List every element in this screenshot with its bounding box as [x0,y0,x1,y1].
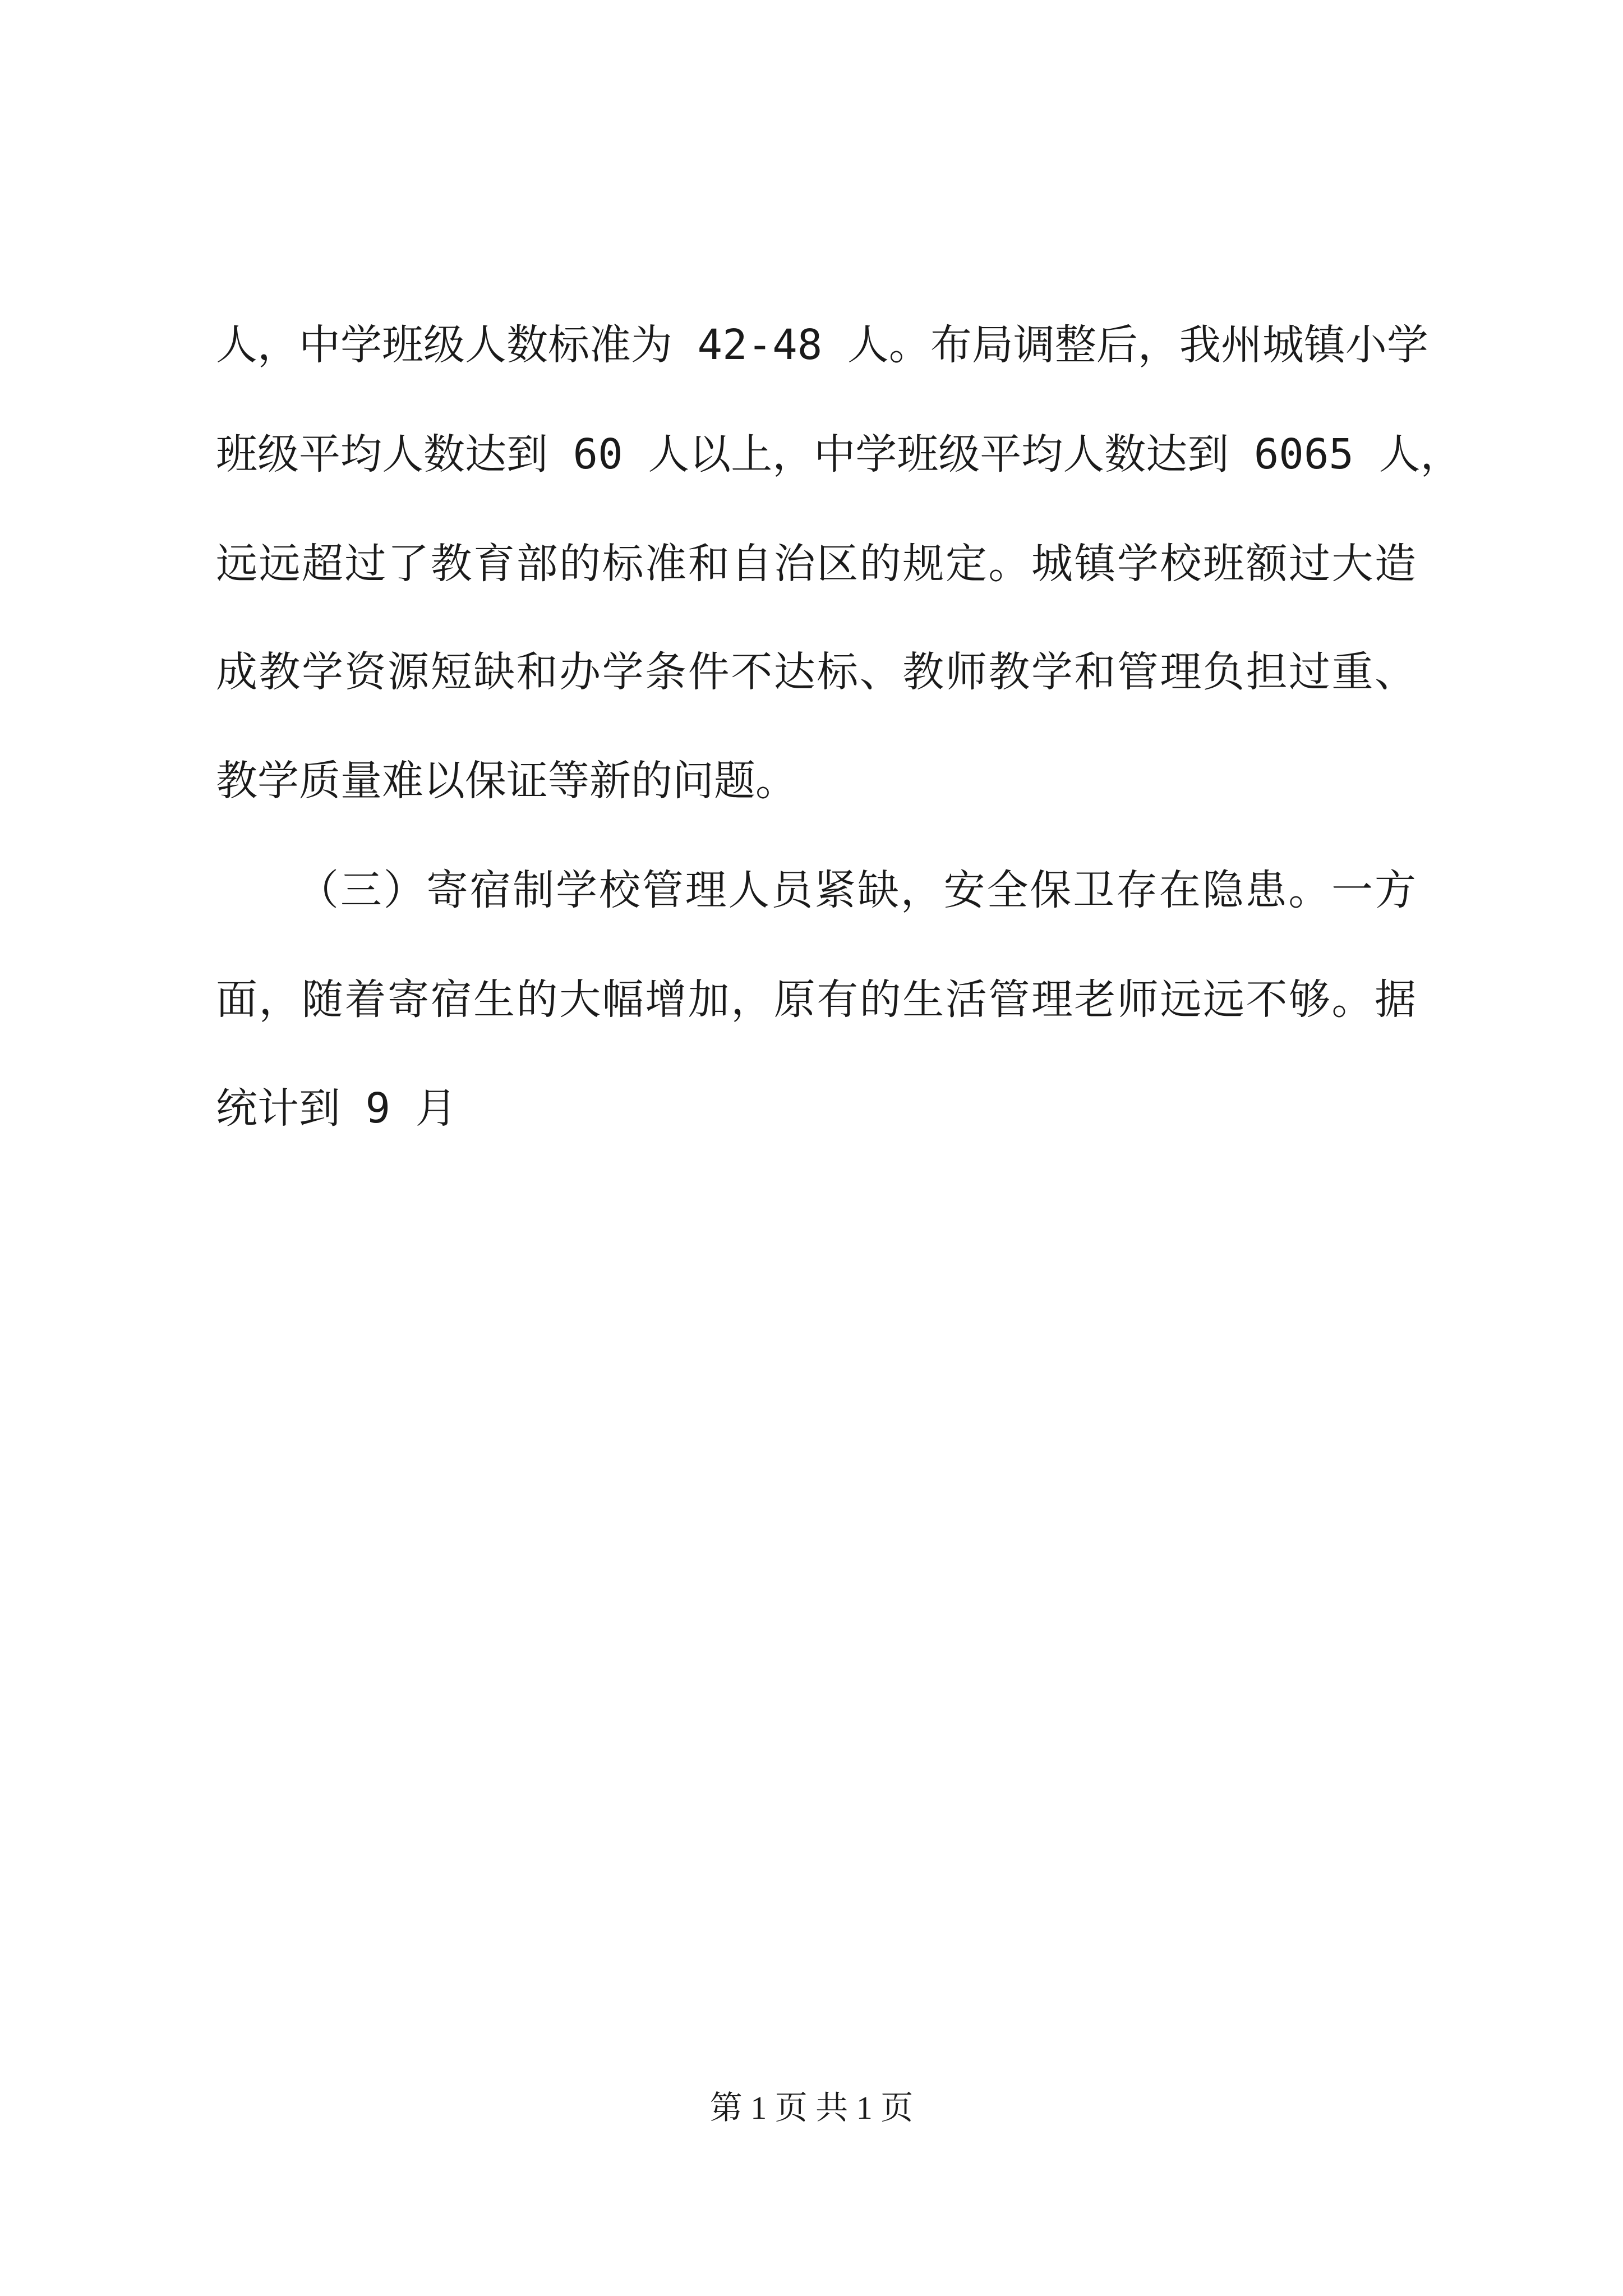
paragraph-heading-line: （三）寄宿制学校管理人员紧缺，安全保卫存在隐患。一方 [297,866,1416,914]
body-text-line: 教学质量难以保证等新的问题。 [216,757,797,805]
body-text-line: 远远超过了教育部的标准和自治区的规定。城镇学校班额过大造 [216,540,1416,588]
body-text-line: 成教学资源短缺和办学条件不达标、教师教学和管理负担过重、 [216,648,1416,696]
body-text-line: 统计到 9 月 [216,1084,457,1133]
page-number-footer: 第 1 页 共 1 页 [709,2090,914,2126]
body-text-line: 人，中学班级人数标准为 42-48 人。布局调整后，我州城镇小学 [216,321,1428,369]
body-text-line: 面，随着寄宿生的大幅增加，原有的生活管理老师远远不够。据 [216,976,1416,1024]
body-text-line: 班级平均人数达到 60 人以上，中学班级平均人数达到 6065 人， [216,430,1462,478]
